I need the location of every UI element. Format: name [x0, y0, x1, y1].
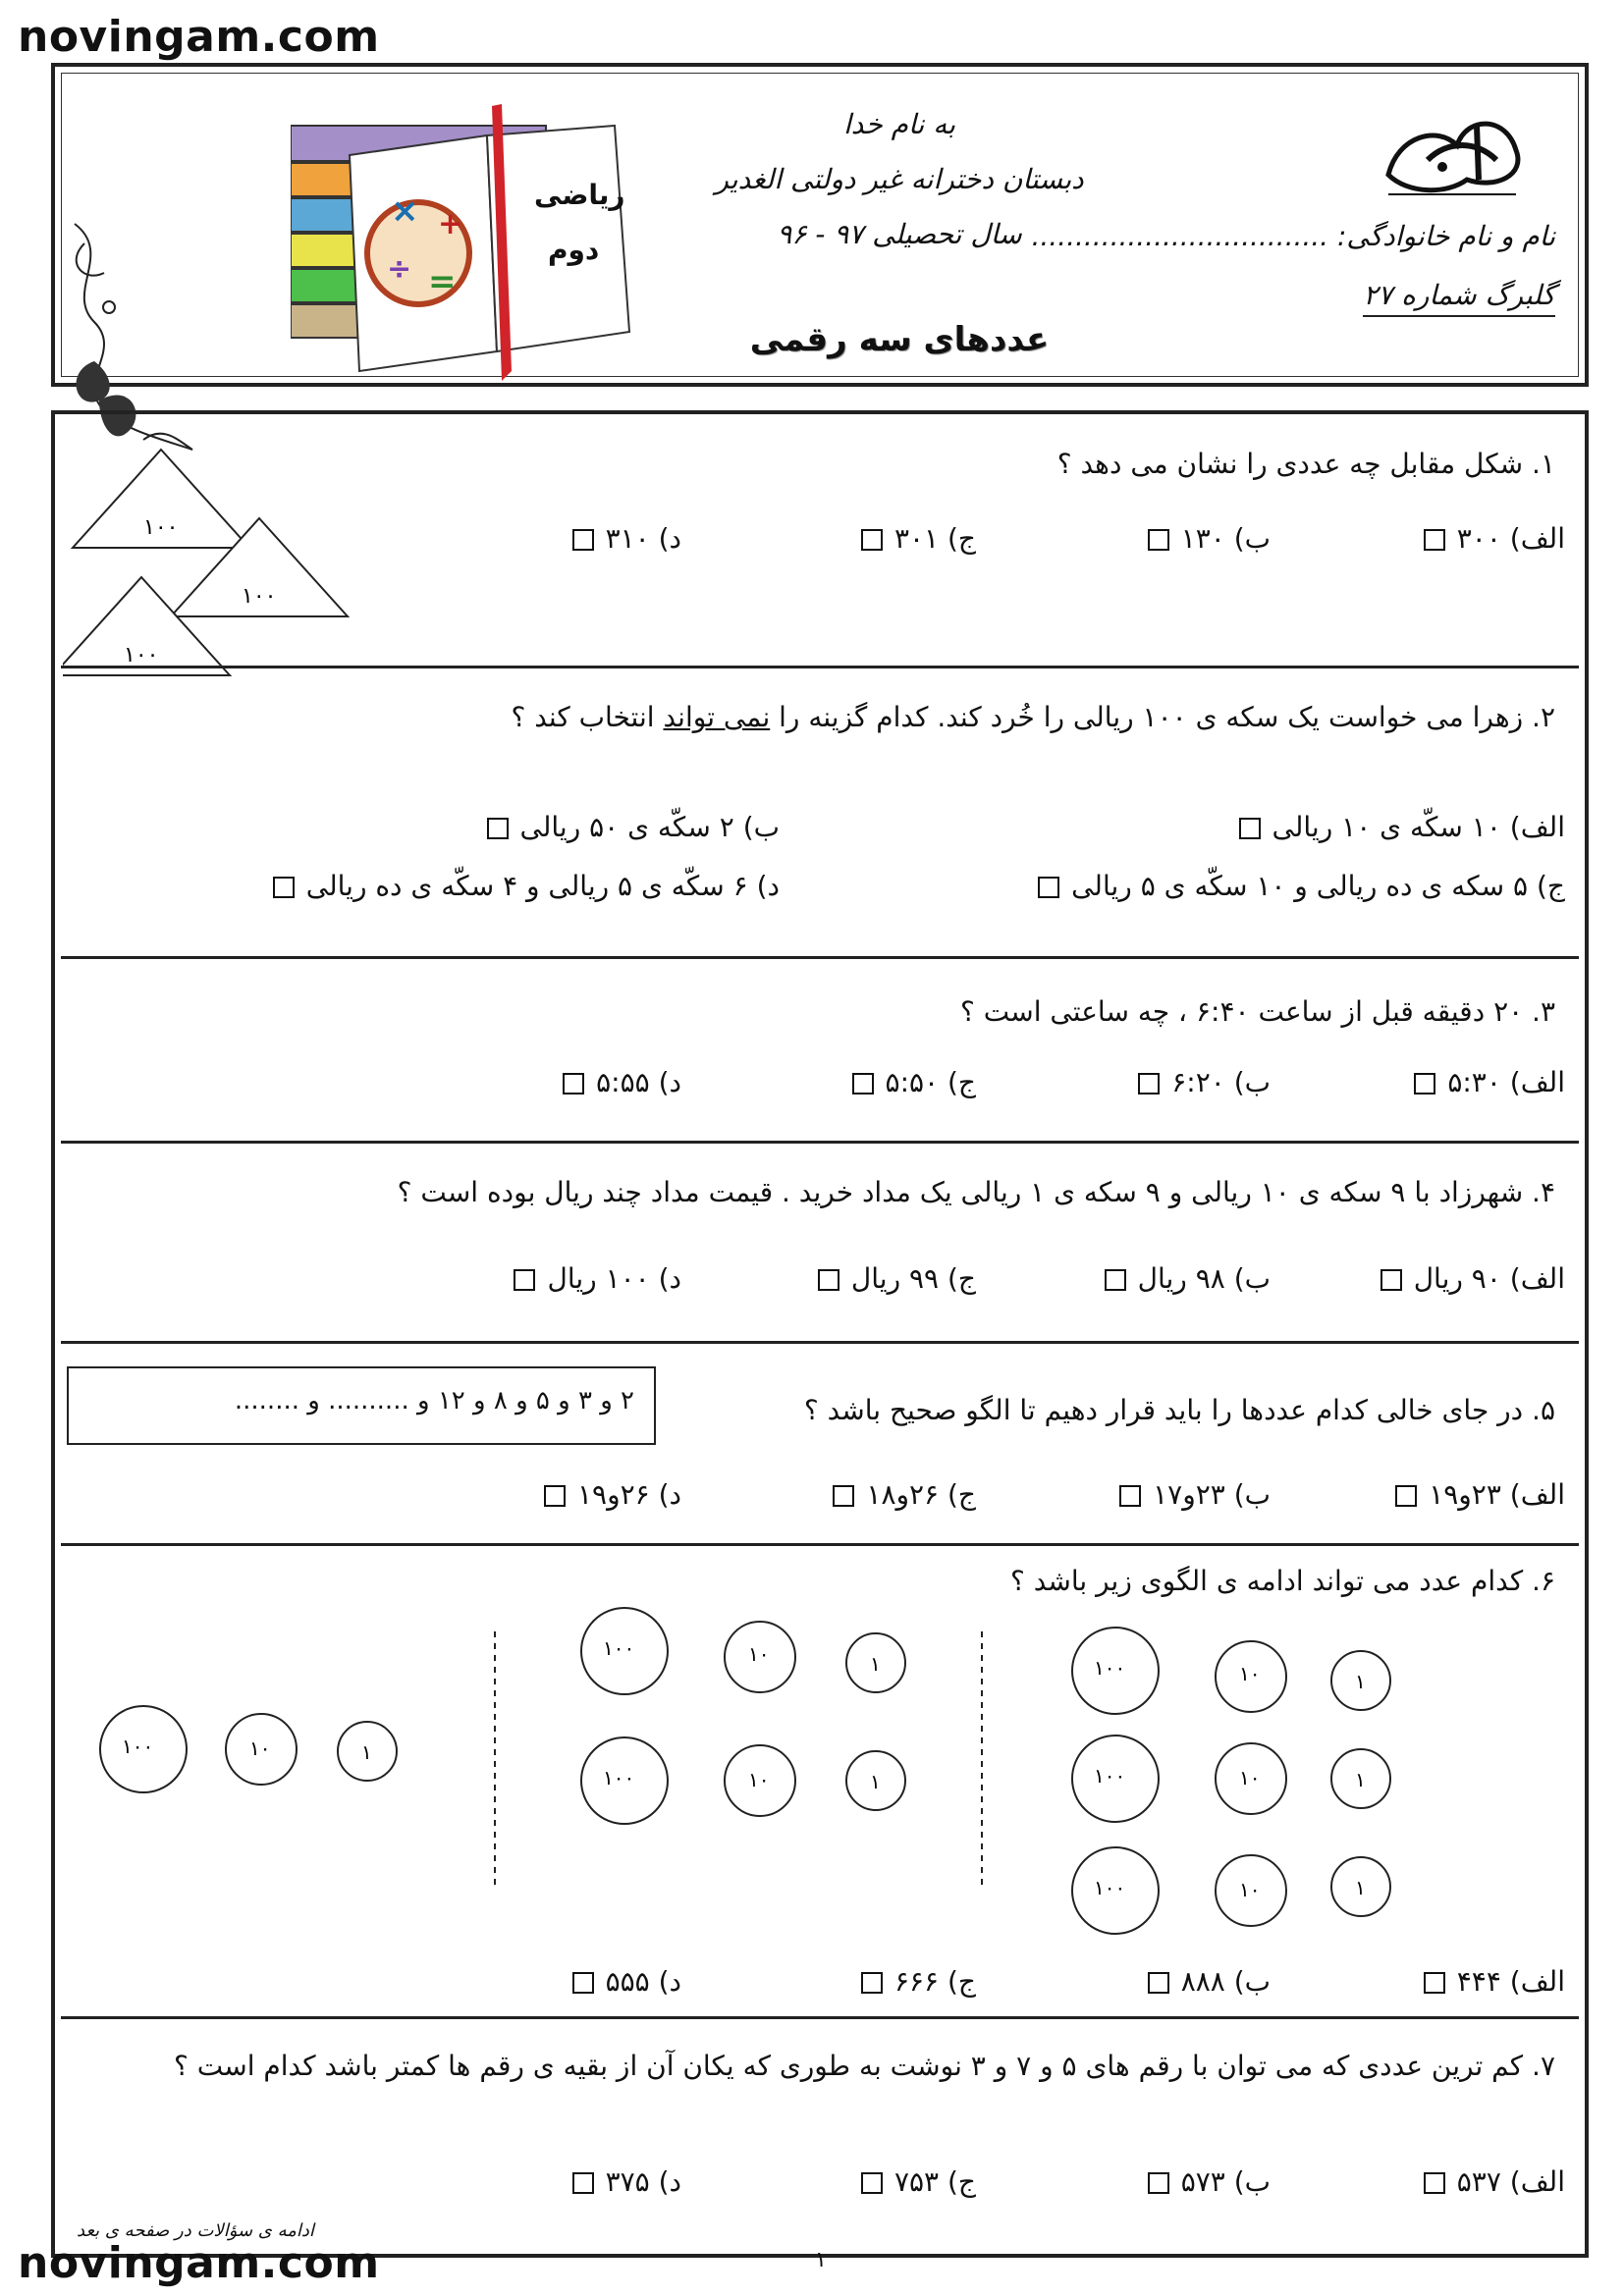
- school-name: دبستان دخترانه غیر دولتی الغدیر: [715, 163, 1084, 195]
- separator: [61, 1141, 1579, 1144]
- svg-text:÷: ÷: [387, 252, 412, 287]
- q2-option-a[interactable]: الف) ۱۰ سکّه ی ۱۰ ریالی: [1239, 811, 1565, 843]
- q1-option-b[interactable]: ب) ۱۳۰: [1148, 522, 1271, 555]
- q5-option-b[interactable]: ب) ۲۳و۱۷: [1119, 1478, 1271, 1511]
- checkbox[interactable]: [1119, 1485, 1141, 1507]
- watermark-top: novingam.com: [18, 12, 380, 62]
- checkbox[interactable]: [1414, 1073, 1435, 1095]
- coin-pattern-figure: [55, 1582, 1567, 1965]
- checkbox[interactable]: [572, 1972, 594, 1994]
- checkbox[interactable]: [1148, 2172, 1169, 2194]
- separator: [61, 666, 1579, 668]
- circle-label: ۱۰۰: [1094, 1876, 1126, 1899]
- q4-option-b[interactable]: ب) ۹۸ ریال: [1105, 1262, 1271, 1295]
- q3-option-b[interactable]: ب) ۶:۲۰: [1138, 1066, 1271, 1098]
- q2-option-b[interactable]: ب) ۲ سکّه ی ۵۰ ریالی: [487, 811, 781, 843]
- q2-option-c[interactable]: ج) ۵ سکه ی ده ریالی و ۱۰ سکّه ی ۵ ریالی: [1038, 870, 1565, 902]
- question-7-text: ۷. کم ترین عددی که می توان با رقم های ۵ و ۷ و ۳ نوشت به طوری که یکان آن از بقیه ی رقم ها کمتر باشد کدام است ؟: [174, 2050, 1555, 2082]
- q4-option-c[interactable]: ج) ۹۹ ریال: [818, 1262, 976, 1295]
- q3-option-c[interactable]: ج) ۵:۵۰: [852, 1066, 976, 1098]
- svg-text:+: +: [438, 207, 463, 241]
- q3-option-d[interactable]: د) ۵:۵۵: [563, 1066, 681, 1098]
- school-logo-icon: [1369, 106, 1536, 204]
- student-name-label: نام و نام خانوادگی:: [1337, 220, 1555, 252]
- q4-option-d[interactable]: د) ۱۰۰ ریال: [514, 1262, 681, 1295]
- separator: [61, 956, 1579, 959]
- checkbox[interactable]: [1138, 1073, 1160, 1095]
- q6-option-b[interactable]: ب) ۸۸۸: [1148, 1965, 1271, 1998]
- checkbox[interactable]: [833, 1485, 854, 1507]
- triangle-label-1: ۱۰۰: [143, 515, 179, 540]
- questions-box: [51, 410, 1589, 2258]
- q2-option-d[interactable]: د) ۶ سکّه ی ۵ ریالی و ۴ سکّه ی ده ریالی: [273, 870, 780, 902]
- circle-label: ۱: [361, 1740, 372, 1764]
- q7-option-d[interactable]: د) ۳۷۵: [572, 2165, 681, 2198]
- circle-label: ۱: [1355, 1768, 1366, 1791]
- checkbox[interactable]: [1038, 877, 1059, 898]
- checkbox[interactable]: [861, 529, 883, 551]
- circle-label: ۱۰: [249, 1736, 271, 1760]
- q1-option-c[interactable]: ج) ۳۰۱: [861, 522, 976, 555]
- q6-option-c[interactable]: ج) ۶۶۶: [861, 1965, 976, 1998]
- svg-text:×: ×: [391, 191, 419, 231]
- circle-label: ۱: [1355, 1670, 1366, 1693]
- watermark-bottom: novingam.com: [18, 2238, 380, 2288]
- checkbox[interactable]: [1424, 1972, 1445, 1994]
- q5-option-c[interactable]: ج) ۲۶و۱۸: [833, 1478, 976, 1511]
- circle-label: ۱۰۰: [1094, 1764, 1126, 1788]
- separator: [61, 2016, 1579, 2019]
- triangle-label-2: ۱۰۰: [242, 584, 277, 609]
- page-number: ۱: [815, 2248, 827, 2272]
- basmala: به نام خدا: [842, 108, 956, 140]
- circle-label: ۱۰: [748, 1768, 770, 1791]
- circle-label: ۱۰: [1239, 1878, 1261, 1901]
- sheet-number: گلبرگ شماره ۲۷: [1363, 279, 1555, 317]
- q3-option-a[interactable]: الف) ۵:۳۰: [1414, 1066, 1565, 1098]
- header-box: [51, 63, 1589, 387]
- checkbox[interactable]: [1424, 529, 1445, 551]
- question-5-text: ۵. در جای خالی کدام عددها را باید قرار دهیم تا الگو صحیح باشد ؟: [803, 1394, 1555, 1426]
- checkbox[interactable]: [852, 1073, 874, 1095]
- q5-option-d[interactable]: د) ۲۶و۱۹: [544, 1478, 681, 1511]
- q5-option-a[interactable]: الف) ۲۳و۱۹: [1395, 1478, 1565, 1511]
- q4-option-a[interactable]: الف) ۹۰ ریال: [1380, 1262, 1565, 1295]
- checkbox[interactable]: [572, 2172, 594, 2194]
- separator: [61, 1543, 1579, 1546]
- student-name-line[interactable]: [1031, 220, 1555, 252]
- continued-note: ادامه ی سؤالات در صفحه ی بعد: [77, 2220, 314, 2241]
- triangle-label-3: ۱۰۰: [124, 643, 159, 667]
- question-2-text: ۲. زهرا می خواست یک سکه ی ۱۰۰ ریالی را خُرد کند. کدام گزینه را نمی تواند انتخاب کند ؟: [511, 701, 1555, 733]
- math-book-illustration: [291, 86, 634, 381]
- q1-option-d[interactable]: د) ۳۱۰: [572, 522, 681, 555]
- academic-year: سال تحصیلی ۹۷ - ۹۶: [777, 218, 1022, 250]
- circle-label: ۱۰۰: [1094, 1656, 1126, 1680]
- checkbox[interactable]: [861, 1972, 883, 1994]
- student-name-field[interactable]: ..................................: [1031, 220, 1329, 252]
- q1-option-a[interactable]: الف) ۳۰۰: [1424, 522, 1565, 555]
- separator: [61, 1341, 1579, 1344]
- circle-label: ۱۰: [748, 1642, 770, 1666]
- checkbox[interactable]: [1395, 1485, 1417, 1507]
- triangles-figure: [63, 430, 456, 685]
- checkbox[interactable]: [1148, 1972, 1169, 1994]
- checkbox[interactable]: [487, 818, 509, 839]
- circle-label: ۱۰: [1239, 1662, 1261, 1685]
- circle-label: ۱: [870, 1652, 881, 1676]
- checkbox[interactable]: [514, 1269, 535, 1291]
- circle-label: ۱۰۰: [603, 1636, 635, 1660]
- question-1-text: ۱. شکل مقابل چه عددی را نشان می دهد ؟: [1056, 448, 1555, 480]
- checkbox[interactable]: [1148, 529, 1169, 551]
- checkbox[interactable]: [273, 877, 295, 898]
- question-3-text: ۳. ۲۰ دقیقه قبل از ساعت ۶:۴۰ ، چه ساعتی است ؟: [960, 995, 1555, 1028]
- checkbox[interactable]: [1380, 1269, 1402, 1291]
- number-pattern-box: ۲ و ۳ و ۵ و ۸ و ۱۲ و .......... و ........: [67, 1366, 656, 1445]
- question-4-text: ۴. شهرزاد با ۹ سکه ی ۱۰ ریالی و ۹ سکه ی ۱ ریالی یک مداد خرید . قیمت مداد چند ریال بوده است ؟: [397, 1176, 1555, 1208]
- circle-label: ۱: [870, 1770, 881, 1793]
- q7-option-b[interactable]: ب) ۵۷۳: [1148, 2165, 1271, 2198]
- checkbox[interactable]: [1424, 2172, 1445, 2194]
- circle-label: ۱۰۰: [122, 1735, 154, 1758]
- q7-option-c[interactable]: ج) ۷۵۳: [861, 2165, 976, 2198]
- q6-option-a[interactable]: الف) ۴۴۴: [1424, 1965, 1565, 1998]
- checkbox[interactable]: [1105, 1269, 1126, 1291]
- page-title: عددهای سه رقمی: [749, 320, 1050, 359]
- checkbox[interactable]: [572, 529, 594, 551]
- question-6-text: ۶. کدام عدد می تواند ادامه ی الگوی زیر باشد ؟: [1009, 1565, 1555, 1597]
- q7-option-a[interactable]: الف) ۵۳۷: [1424, 2165, 1565, 2198]
- q6-option-d[interactable]: د) ۵۵۵: [572, 1965, 681, 1998]
- checkbox[interactable]: [544, 1485, 566, 1507]
- checkbox[interactable]: [1239, 818, 1261, 839]
- svg-text:=: =: [428, 262, 457, 301]
- book-label-subject: ریاضی: [534, 179, 625, 211]
- checkbox[interactable]: [861, 2172, 883, 2194]
- circle-label: ۱۰: [1239, 1766, 1261, 1789]
- checkbox[interactable]: [563, 1073, 584, 1095]
- checkbox[interactable]: [818, 1269, 839, 1291]
- circle-label: ۱: [1355, 1876, 1366, 1899]
- circle-label: ۱۰۰: [603, 1766, 635, 1789]
- book-label-grade: دوم: [548, 234, 600, 266]
